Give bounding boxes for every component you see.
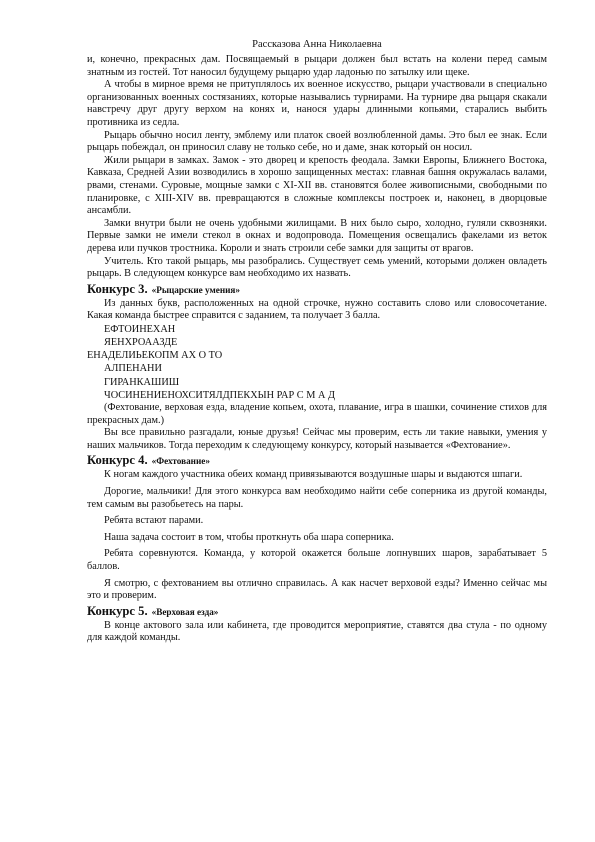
letter-puzzle-line: ЧОСИНЕНИЕНОХСИТЯЛДПЕКХЫН РАР С М А Д — [104, 389, 336, 401]
paragraph: и, конечно, прекрасных дам. Посвящаемый в рыцари должен был встать на колени перед самым знатным из гостей. Тот наносил будущему рыцарю удар ладонью по затылку или щеке. — [87, 54, 547, 78]
document-page — [87, 38, 547, 645]
letter-puzzle-line: ЕНАДЕЛИЬЕКОПМ АХ О ТО — [87, 350, 223, 362]
paragraph: Дорогие, мальчики! Для этого конкурса вам необходимо найти себе соперника из другой команды, тем самым вы разобьетесь на пары. — [87, 486, 547, 510]
paragraph: В конце актового зала или кабинета, где проводится мероприятие, ставятся два стула - по одному для каждой команды. — [87, 619, 547, 644]
paragraph: Учитель. Кто такой рыцарь, мы разобрались. Существует семь умений, которыми должен овладеть рыцарь. В следующем конкурсе вам необходимо их назвать. — [87, 255, 547, 280]
paragraph: Рыцарь обычно носил ленту, эмблему или платок своей возлюбленной дамы. Это был ее знак. Если рыцарь побеждал, он приносил славу не только себе, но и даме, знак который он носил. — [87, 129, 547, 154]
paragraph: К ногам каждого участника обеих команд привязываются воздушные шары и выдаются шпаги. — [104, 469, 523, 481]
heading-subtitle: «Фехтование» — [151, 456, 210, 467]
heading-subtitle: «Верховая езда» — [151, 606, 219, 617]
section-heading-contest-4 — [87, 453, 547, 468]
paragraph: Вы все правильно разгадали, юные друзья! Сейчас мы проверим, есть ли такие навыки, умения у наших мальчиков. Тогда переходим к следующему конкурсу, который называется «Фехтование». — [87, 427, 547, 451]
heading-title: Конкурс 5. — [87, 603, 148, 618]
letter-puzzle-line: ГИРАНКАШИШ — [104, 376, 180, 388]
heading-title: Конкурс 3. — [87, 281, 148, 296]
letter-puzzle-line: ЯЕНХРОААЗДЕ — [104, 337, 178, 349]
heading-title: Конкурс 4. — [87, 453, 148, 468]
letter-puzzle-line: АЛПЕНАНИ — [104, 363, 162, 375]
paragraph: Жили рыцари в замках. Замок - это дворец и крепость феодала. Замки Европы, Ближнего Востока, Кавказа, Средней Азии возводились в хорошо защищенных местах: главная башня окружалась валами, рвами, стенами. Суровые, мощные замки с XI-XII вв. становятся более живописными, свободными по планировке, с XIII-XIV вв. превращаются в сложные комплексы построек и, наконец, в дворцовые ансамбли. — [87, 154, 547, 217]
section-heading-contest-3 — [87, 282, 547, 297]
letter-puzzle-line: ЕФТОИНЕХАН — [104, 323, 176, 335]
paragraph: Наша задача состоит в том, чтобы проткнуть оба шара соперника. — [104, 531, 394, 543]
paragraph: Замки внутри были не очень удобными жилищами. В них было сыро, холодно, гуляли сквозняки. Первые замки не имели стекол в окнах и водопровода. Помещения освещались факелами из веток дерева или пучков тростника. Короли и знать строили себе замки для защиты от врагов. — [87, 217, 547, 254]
heading-subtitle: «Рыцарские умения» — [151, 284, 241, 295]
paragraph: Ребята соревнуются. Команда, у которой окажется больше лопнувших шаров, зарабатывает 5 баллов. — [87, 548, 547, 573]
paragraph: Я смотрю, с фехтованием вы отлично справилась. А как насчет верховой езды? Именно сейчас мы это и проверим. — [87, 577, 547, 602]
section-heading-contest-5 — [87, 604, 547, 619]
paragraph: Из данных букв, расположенных на одной строчке, нужно составить слово или словосочетание. Какая команда быстрее справится с заданием, та получает 3 балла. — [87, 297, 547, 322]
page-header-author: Рассказова Анна Николаевна — [252, 39, 382, 50]
paragraph: А чтобы в мирное время не притуплялось их военное искусство, рыцари участвовали в специально организованных военных состязаниях, которые назывались турнирами. На турнире два рыцаря скакали навстречу друг другу верхом на конях и, нанося удары длинными копьями, старались выбить противника из седла. — [87, 79, 547, 128]
paragraph: (Фехтование, верховая езда, владение копьем, охота, плавание, игра в шашки, сочинение стихов для прекрасных дам.) — [87, 402, 547, 426]
paragraph: Ребята встают парами. — [104, 515, 204, 527]
